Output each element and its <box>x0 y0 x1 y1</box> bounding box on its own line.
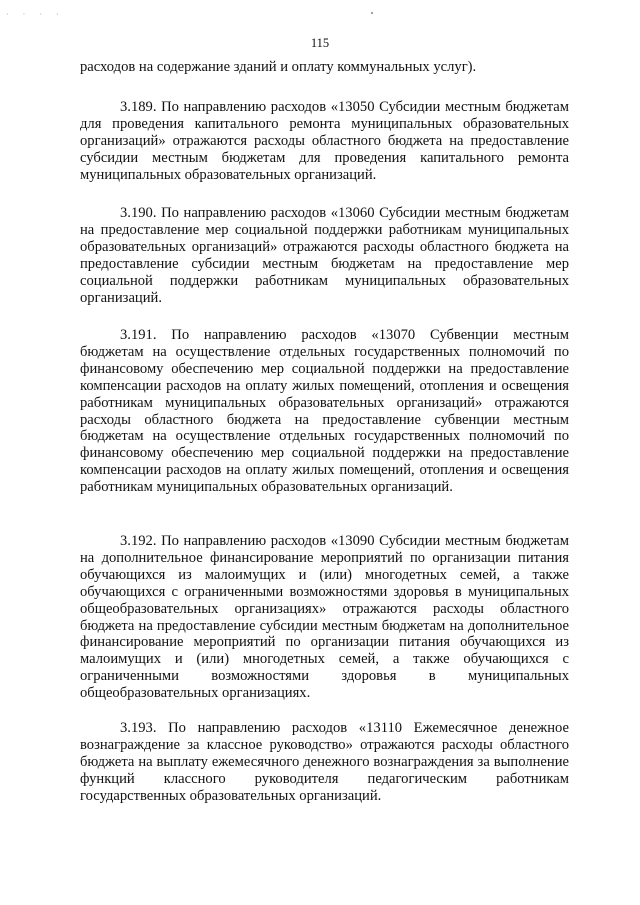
scan-corner-marks: · · · · <box>6 10 65 19</box>
paragraph-3-190: 3.190. По направлению расходов «13060 Субсидии местным бюджетам на предоставление мер социальной поддержки работникам муниципальных образовательных организаций» отражаются расходы областного бюджета на предоставление субсидии местным бюджетам на предоставление мер социальной поддержки работникам муниципальных образовательных организаций. <box>80 205 569 306</box>
continuation-text: расходов на содержание зданий и оплату коммунальных услуг). <box>80 59 477 75</box>
page-number: 115 <box>310 36 330 50</box>
scan-dot <box>371 12 373 14</box>
paragraph-3-189: 3.189. По направлению расходов «13050 Субсидии местным бюджетам для проведения капитального ремонта муниципальных образовательных организаций» отражаются расходы областного бюджета на предоставление субсидии местным бюджетам для проведения капитального ремонта муниципальных образовательных организаций. <box>80 99 569 183</box>
paragraph-3-192: 3.192. По направлению расходов «13090 Субсидии местным бюджетам на дополнительное финансирование мероприятий по организации питания обучающихся из малоимущих и (или) многодетных семей, а также обучающихся с ограниченными возможностями здоровья в муниципальных общеобразовательных организациях» отражаются расходы областного бюджета на предоставление субсидии местным бюджетам на дополнительное финансирование мероприятий по организации питания обучающихся из малоимущих и (или) многодетных семей, а также обучающихся с ограниченными возможностями здоровья в муниципальных общеобразовательных организациях. <box>80 533 569 702</box>
paragraph-3-191: 3.191. По направлению расходов «13070 Субвенции местным бюджетам на осуществление отдельных государственных полномочий по финансовому обеспечению мер социальной поддержки на предоставление компенсации расходов на оплату жилых помещений, отопления и освещения работникам муниципальных образовательных организаций» отражаются расходы областного бюджета на предоставление субвенции местным бюджетам на осуществление отдельных государственных полномочий по финансовому обеспечению мер социальной поддержки на предоставление компенсации расходов на оплату жилых помещений, отопления и освещения работникам муниципальных образовательных организаций. <box>80 327 569 496</box>
paragraph-3-193: 3.193. По направлению расходов «13110 Ежемесячное денежное вознаграждение за классное руководство» отражаются расходы областного бюджета на выплату ежемесячного денежного вознаграждения за выполнение функций классного руководителя педагогическим работникам государственных образовательных организаций. <box>80 720 569 804</box>
